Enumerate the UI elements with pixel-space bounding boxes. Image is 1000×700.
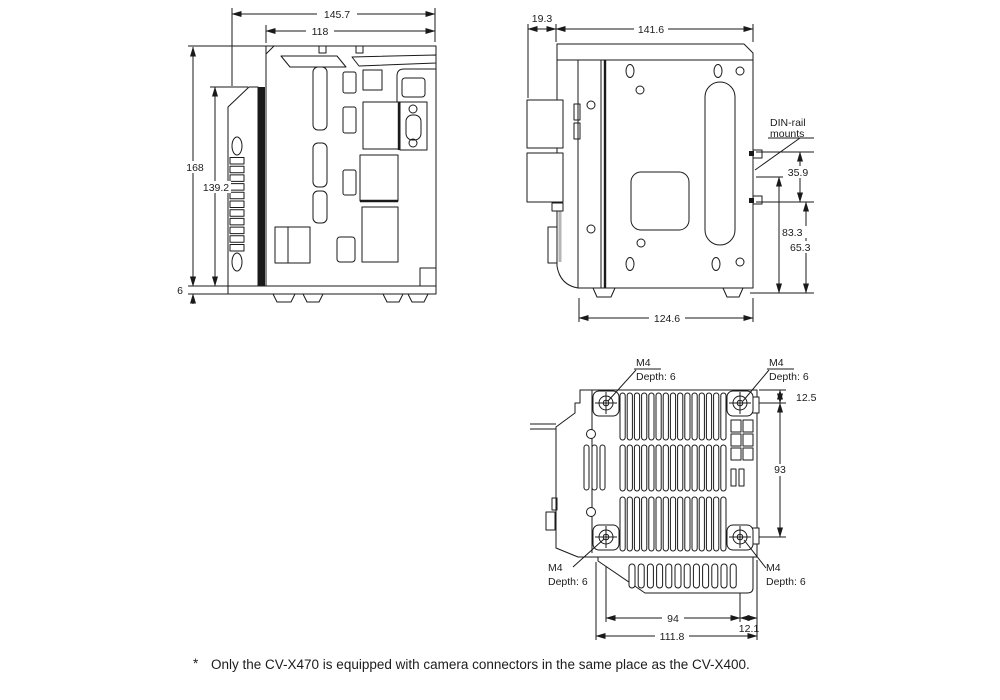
m4-boss (727, 391, 753, 416)
screw-spec-label: M4 (548, 562, 563, 574)
vent-bar (281, 56, 346, 67)
dim-front-depth: 19.3 (531, 13, 553, 25)
din-rail-label-line2: mounts (770, 128, 805, 140)
screw-spec-label: M4 (636, 357, 651, 369)
m4-boss (593, 525, 619, 550)
front-view-dimensions (177, 8, 435, 304)
screw-spec-label: M4 (769, 357, 784, 369)
foot (273, 294, 295, 302)
foot (723, 288, 743, 297)
usb-port (343, 72, 356, 93)
dim-din-span: 83.3 (782, 227, 803, 239)
bottom-view (530, 357, 817, 643)
dim-din-upper: 35.9 (787, 167, 809, 179)
dim-hole-pitch-horizontal: 94 (667, 613, 679, 625)
dsub-connector (400, 102, 427, 150)
screw-depth-label: Depth: 6 (766, 576, 806, 588)
screw-depth-label: Depth: 6 (548, 576, 588, 588)
vent-bar (352, 55, 436, 66)
dim-overall-height: 168 (186, 162, 204, 174)
side-view-geometry (527, 44, 762, 297)
dim-right-offset: 12.1 (738, 623, 760, 635)
side-connector (527, 100, 563, 148)
camera-connector (363, 102, 400, 149)
foot (303, 294, 323, 302)
dim-top-offset: 12.5 (796, 392, 817, 404)
camera-connector (360, 155, 398, 201)
dim-overall-width: 111.8 (659, 631, 685, 643)
footnote (193, 656, 750, 672)
dim-din-lower: 65.3 (790, 242, 811, 254)
foot (383, 294, 403, 302)
terminal-strip (228, 87, 265, 286)
front-view (177, 8, 436, 304)
usb-port (343, 170, 356, 195)
dim-overall-width: 145.7 (323, 9, 351, 21)
footnote-text: Only the CV-X470 is equipped with camera connectors in the same place as the CV-X400. (211, 657, 750, 672)
din-rail-label-line1: DIN-rail (770, 117, 806, 129)
side-view (527, 13, 816, 325)
foot (408, 294, 428, 302)
power-terminal (275, 227, 310, 263)
m4-boss (593, 391, 619, 416)
dim-body-depth: 141.6 (637, 24, 665, 36)
screw-depth-label: Depth: 6 (769, 371, 809, 383)
usb-port (343, 107, 356, 133)
front-view-geometry (228, 46, 436, 302)
dim-base-depth: 124.6 (653, 313, 681, 325)
screw-depth-label: Depth: 6 (636, 371, 676, 383)
footnote-marker: * (193, 656, 199, 671)
foot (593, 288, 615, 297)
screw-spec-label: M4 (766, 562, 781, 574)
camera-connector (362, 207, 398, 262)
side-connector (527, 153, 563, 202)
dim-base-height: 6 (177, 285, 183, 297)
dim-panel-height: 139.2 (202, 182, 230, 194)
dim-body-width: 118 (311, 26, 329, 38)
dim-hole-pitch-vertical: 93 (774, 464, 786, 476)
bottom-view-geometry (530, 390, 786, 640)
